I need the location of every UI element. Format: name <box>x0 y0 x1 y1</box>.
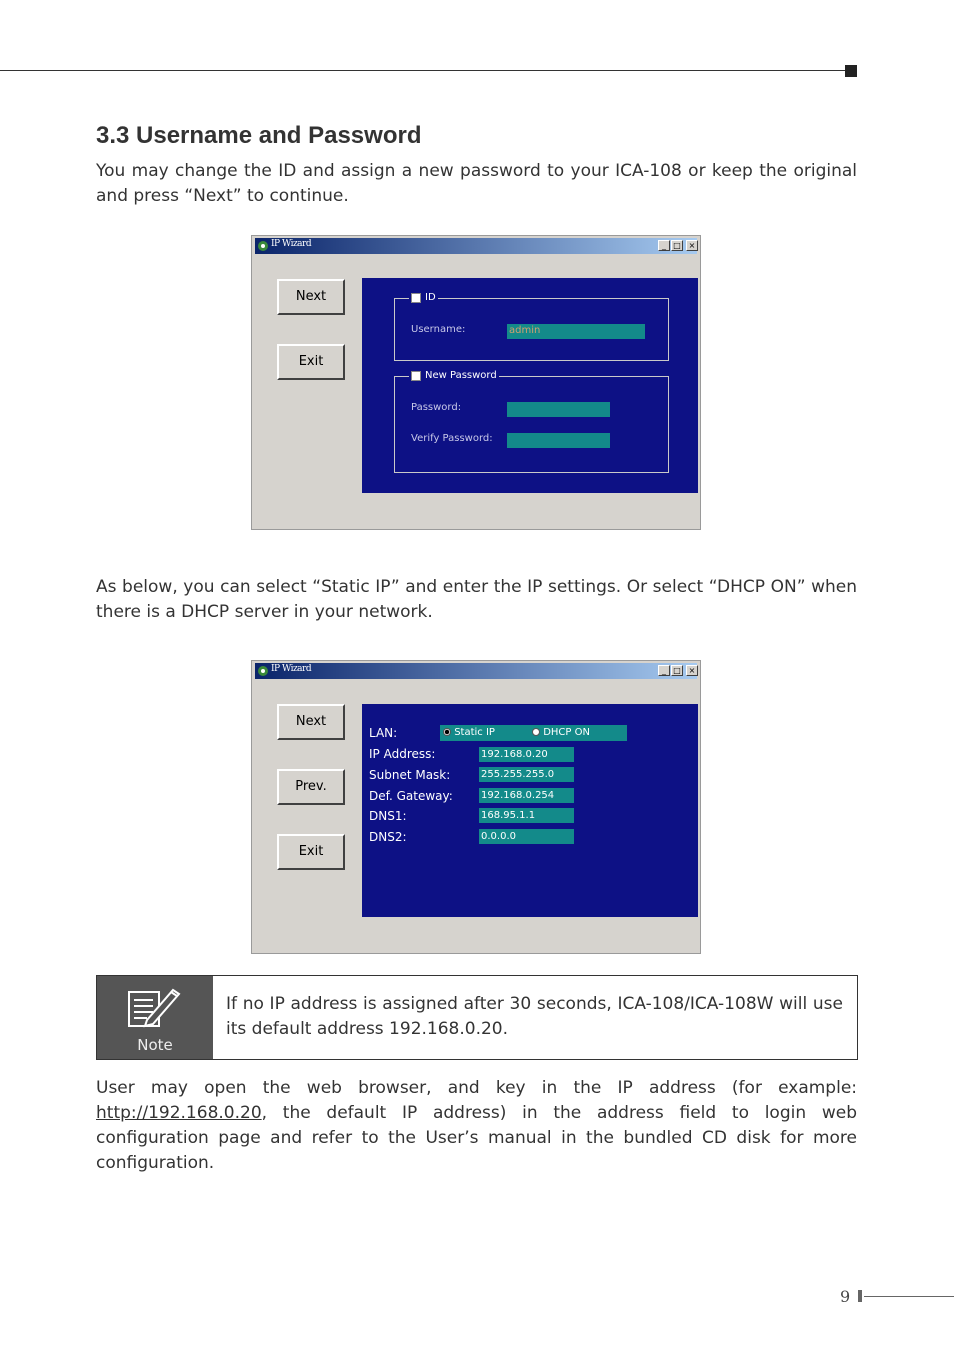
ip-wizard-window-network <box>251 660 701 954</box>
password-group-title <box>409 370 499 381</box>
subnet-mask-label: Subnet Mask: <box>369 768 451 782</box>
dns2-input[interactable]: 0.0.0.0 <box>479 829 574 844</box>
note-text: If no IP address is assigned after 30 seconds, ICA-108/ICA-108W will use its default address 192.168.0.20. <box>226 994 843 1039</box>
lan-label: LAN: <box>369 726 398 740</box>
lan-mode-selector <box>440 725 627 741</box>
maximize-icon[interactable]: □ <box>671 665 683 676</box>
maximize-icon[interactable]: □ <box>671 240 683 251</box>
gateway-label: Def. Gateway: <box>369 789 453 803</box>
window-title: IP Wizard <box>271 664 312 674</box>
subnet-mask-input[interactable]: 255.255.255.0 <box>479 767 574 782</box>
ip-address-input[interactable]: 192.168.0.20 <box>479 747 574 762</box>
final-text-end: , the default IP address) in the address field to login web configuration page and refer to the User’s manual in the bundled CD disk for more configuration. <box>96 1103 857 1173</box>
dns2-label: DNS2: <box>369 830 407 844</box>
verify-password-input[interactable] <box>507 433 610 448</box>
username-input[interactable]: admin <box>507 324 645 339</box>
password-label: Password: <box>411 402 462 413</box>
dns1-label: DNS1: <box>369 809 407 823</box>
close-icon[interactable]: × <box>686 240 698 251</box>
footer-rule <box>864 1296 954 1297</box>
next-button[interactable]: Next <box>277 704 345 740</box>
note-sidebar <box>97 976 213 1059</box>
app-icon <box>257 665 269 677</box>
dhcp-on-option[interactable] <box>532 725 590 741</box>
final-text-start: User may open the web browser, and key in the IP address (for example: <box>96 1078 857 1098</box>
username-label: Username: <box>411 324 466 335</box>
exit-button[interactable]: Exit <box>277 344 345 380</box>
minimize-icon[interactable]: _ <box>658 665 670 676</box>
network-panel <box>362 704 698 917</box>
minimize-icon[interactable]: _ <box>658 240 670 251</box>
example-url-link[interactable]: http://192.168.0.20 <box>96 1103 262 1123</box>
section-heading: 3.3 Username and Password <box>96 122 422 149</box>
app-icon <box>257 240 269 252</box>
password-input[interactable] <box>507 402 610 417</box>
close-icon[interactable]: × <box>686 665 698 676</box>
id-checkbox[interactable] <box>411 293 421 303</box>
note-label: Note <box>137 1036 173 1054</box>
id-group-title <box>409 292 438 303</box>
page-number: 9 <box>840 1287 851 1306</box>
title-bar <box>255 238 697 254</box>
id-label: ID <box>425 292 436 303</box>
final-paragraph <box>96 1076 857 1176</box>
middle-paragraph: As below, you can select “Static IP” and enter the IP settings. Or select “DHCP ON” when there is a DHCP server in your network. <box>96 577 857 622</box>
title-bar <box>255 663 697 679</box>
ip-wizard-window-credentials <box>251 235 701 530</box>
dhcp-on-label: DHCP ON <box>543 727 590 738</box>
dhcp-on-radio[interactable] <box>532 728 540 736</box>
footer-bar <box>858 1290 862 1302</box>
exit-button[interactable]: Exit <box>277 834 345 870</box>
note-box <box>96 975 858 1060</box>
note-pencil-icon <box>123 984 187 1032</box>
new-password-label: New Password <box>425 370 497 381</box>
static-ip-option[interactable] <box>443 725 495 741</box>
window-title: IP Wizard <box>271 239 312 249</box>
intro-paragraph: You may change the ID and assign a new password to your ICA-108 or keep the original and press “Next” to continue. <box>96 161 857 206</box>
ip-address-label: IP Address: <box>369 747 436 761</box>
static-ip-label: Static IP <box>454 727 495 738</box>
dns1-input[interactable]: 168.95.1.1 <box>479 808 574 823</box>
header-rule <box>0 70 846 71</box>
gateway-input[interactable]: 192.168.0.254 <box>479 788 574 803</box>
next-button[interactable]: Next <box>277 279 345 315</box>
header-square <box>845 65 857 77</box>
new-password-checkbox[interactable] <box>411 371 421 381</box>
password-group <box>394 376 669 473</box>
verify-password-label: Verify Password: <box>411 433 493 444</box>
static-ip-radio[interactable] <box>443 728 451 736</box>
settings-panel <box>362 278 698 493</box>
prev-button[interactable]: Prev. <box>277 769 345 805</box>
